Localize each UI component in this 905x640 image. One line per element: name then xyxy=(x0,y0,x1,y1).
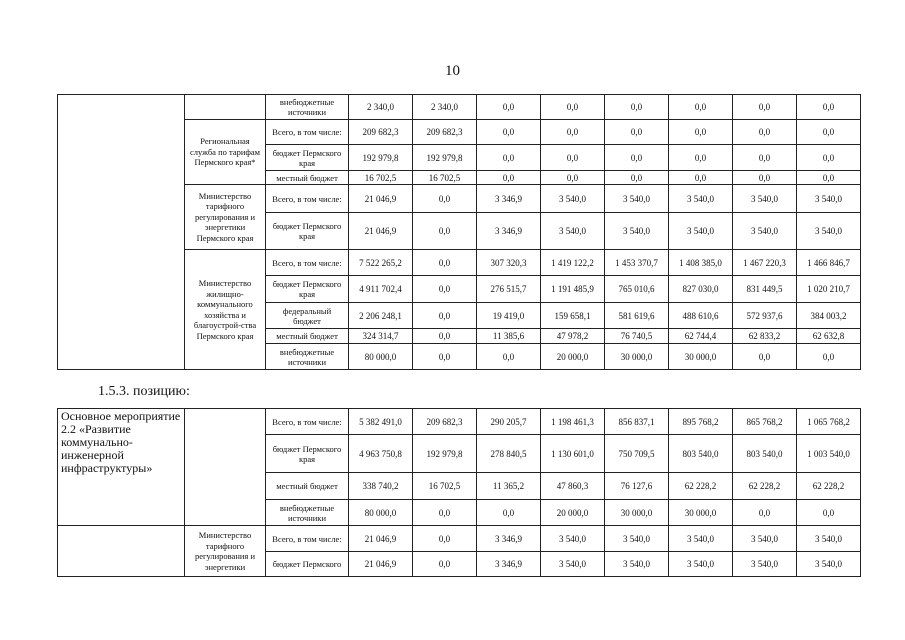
value-cell: 209 682,3 xyxy=(413,409,477,435)
value-cell: 0,0 xyxy=(605,171,669,185)
value-cell: 3 540,0 xyxy=(733,185,797,213)
page-number: 10 xyxy=(445,63,460,79)
value-cell: 750 709,5 xyxy=(605,435,669,473)
value-cell: 0,0 xyxy=(477,500,541,526)
value-cell: 3 540,0 xyxy=(733,552,797,577)
value-cell: 803 540,0 xyxy=(733,435,797,473)
value-cell: 0,0 xyxy=(605,145,669,171)
value-cell: 16 702,5 xyxy=(349,171,413,185)
value-cell: 0,0 xyxy=(797,95,861,120)
source-label: бюджет Пермского xyxy=(266,552,349,577)
value-cell: 192 979,8 xyxy=(349,145,413,171)
value-cell: 76 127,6 xyxy=(605,473,669,500)
value-cell: 16 702,5 xyxy=(413,171,477,185)
source-label: местный бюджет xyxy=(266,473,349,500)
value-cell: 0,0 xyxy=(413,303,477,329)
value-cell: 3 346,9 xyxy=(477,526,541,552)
table-row xyxy=(58,409,861,435)
org-name-cell: Региональная служба по тарифам Пермского края* xyxy=(185,120,266,185)
value-cell: 572 937,6 xyxy=(733,303,797,329)
value-cell: 0,0 xyxy=(733,500,797,526)
value-cell: 0,0 xyxy=(733,344,797,370)
value-cell: 0,0 xyxy=(413,500,477,526)
value-cell: 62 632,8 xyxy=(797,329,861,344)
blank-main-column-cell xyxy=(58,526,185,577)
value-cell: 20 000,0 xyxy=(541,500,605,526)
value-cell: 0,0 xyxy=(733,171,797,185)
value-cell: 0,0 xyxy=(733,95,797,120)
value-cell: 865 768,2 xyxy=(733,409,797,435)
value-cell: 4 911 702,4 xyxy=(349,276,413,303)
value-cell: 3 540,0 xyxy=(541,552,605,577)
source-label: Всего, в том числе: xyxy=(266,185,349,213)
value-cell: 3 540,0 xyxy=(541,213,605,250)
value-cell: 3 540,0 xyxy=(669,526,733,552)
value-cell: 895 768,2 xyxy=(669,409,733,435)
value-cell: 1 003 540,0 xyxy=(797,435,861,473)
value-cell: 0,0 xyxy=(413,250,477,276)
value-cell: 5 382 491,0 xyxy=(349,409,413,435)
source-label: внебюджетные источники xyxy=(266,500,349,526)
value-cell: 0,0 xyxy=(669,145,733,171)
value-cell: 1 065 768,2 xyxy=(797,409,861,435)
value-cell: 76 740,5 xyxy=(605,329,669,344)
value-cell: 3 540,0 xyxy=(605,552,669,577)
value-cell: 3 540,0 xyxy=(605,213,669,250)
source-label: бюджет Пермского края xyxy=(266,213,349,250)
value-cell: 0,0 xyxy=(413,344,477,370)
value-cell: 276 515,7 xyxy=(477,276,541,303)
org-name-cell: Министерство тарифного регулирования и энергетики Пермского края xyxy=(185,185,266,250)
value-cell: 307 320,3 xyxy=(477,250,541,276)
table-row xyxy=(58,526,861,552)
value-cell: 3 346,9 xyxy=(477,213,541,250)
value-cell: 3 540,0 xyxy=(733,213,797,250)
value-cell: 47 860,3 xyxy=(541,473,605,500)
value-cell: 827 030,0 xyxy=(669,276,733,303)
value-cell: 0,0 xyxy=(797,500,861,526)
value-cell: 16 702,5 xyxy=(413,473,477,500)
value-cell: 0,0 xyxy=(605,95,669,120)
source-label: бюджет Пермского края xyxy=(266,276,349,303)
value-cell: 0,0 xyxy=(669,120,733,145)
value-cell: 2 340,0 xyxy=(413,95,477,120)
value-cell: 80 000,0 xyxy=(349,500,413,526)
value-cell: 1 198 461,3 xyxy=(541,409,605,435)
main-activity-label: Основное мероприятие 2.2 «Развитие коммунально-инженерной инфраструктуры» xyxy=(58,409,185,526)
source-label: бюджет Пермского края xyxy=(266,145,349,171)
value-cell: 1 130 601,0 xyxy=(541,435,605,473)
value-cell: 0,0 xyxy=(477,95,541,120)
value-cell: 0,0 xyxy=(413,552,477,577)
value-cell: 62 228,2 xyxy=(669,473,733,500)
value-cell: 62 744,4 xyxy=(669,329,733,344)
value-cell: 11 365,2 xyxy=(477,473,541,500)
value-cell: 20 000,0 xyxy=(541,344,605,370)
value-cell: 278 840,5 xyxy=(477,435,541,473)
blank-org-cell xyxy=(185,409,266,526)
value-cell: 0,0 xyxy=(413,276,477,303)
value-cell: 0,0 xyxy=(669,95,733,120)
value-cell: 3 540,0 xyxy=(797,552,861,577)
value-cell: 1 419 122,2 xyxy=(541,250,605,276)
value-cell: 831 449,5 xyxy=(733,276,797,303)
value-cell: 0,0 xyxy=(541,120,605,145)
value-cell: 0,0 xyxy=(541,95,605,120)
value-cell: 30 000,0 xyxy=(605,344,669,370)
table-row xyxy=(58,95,861,120)
funding-table-position xyxy=(57,408,861,577)
value-cell: 324 314,7 xyxy=(349,329,413,344)
value-cell: 0,0 xyxy=(413,526,477,552)
value-cell: 488 610,6 xyxy=(669,303,733,329)
value-cell: 11 385,6 xyxy=(477,329,541,344)
value-cell: 62 833,2 xyxy=(733,329,797,344)
value-cell: 47 978,2 xyxy=(541,329,605,344)
value-cell: 0,0 xyxy=(797,120,861,145)
org-name-cell: Министерство жилищно-коммунального хозяйства и благоустрой-ства Пермского края xyxy=(185,250,266,370)
value-cell: 21 046,9 xyxy=(349,213,413,250)
value-cell: 3 540,0 xyxy=(669,185,733,213)
value-cell: 19 419,0 xyxy=(477,303,541,329)
value-cell: 0,0 xyxy=(797,344,861,370)
value-cell: 1 191 485,9 xyxy=(541,276,605,303)
org-name-cell: Министерство тарифного регулирования и энергетики xyxy=(185,526,266,577)
value-cell: 290 205,7 xyxy=(477,409,541,435)
value-cell: 21 046,9 xyxy=(349,526,413,552)
value-cell: 384 003,2 xyxy=(797,303,861,329)
value-cell: 3 540,0 xyxy=(669,552,733,577)
source-label: Всего, в том числе: xyxy=(266,120,349,145)
source-label: внебюджетные источники xyxy=(266,344,349,370)
value-cell: 209 682,3 xyxy=(349,120,413,145)
value-cell: 192 979,8 xyxy=(413,435,477,473)
value-cell: 3 540,0 xyxy=(797,185,861,213)
value-cell: 0,0 xyxy=(413,329,477,344)
value-cell: 62 228,2 xyxy=(733,473,797,500)
value-cell: 3 540,0 xyxy=(669,213,733,250)
value-cell: 0,0 xyxy=(477,120,541,145)
value-cell: 21 046,9 xyxy=(349,185,413,213)
value-cell: 0,0 xyxy=(477,171,541,185)
source-label: Всего, в том числе: xyxy=(266,409,349,435)
blank-main-column-cell xyxy=(58,95,185,370)
value-cell: 803 540,0 xyxy=(669,435,733,473)
value-cell: 3 540,0 xyxy=(733,526,797,552)
value-cell: 2 206 248,1 xyxy=(349,303,413,329)
value-cell: 159 658,1 xyxy=(541,303,605,329)
value-cell: 765 010,6 xyxy=(605,276,669,303)
value-cell: 3 346,9 xyxy=(477,552,541,577)
value-cell: 80 000,0 xyxy=(349,344,413,370)
value-cell: 0,0 xyxy=(477,145,541,171)
value-cell: 0,0 xyxy=(669,171,733,185)
value-cell: 2 340,0 xyxy=(349,95,413,120)
value-cell: 30 000,0 xyxy=(669,344,733,370)
blank-org-cell xyxy=(185,95,266,120)
value-cell: 581 619,6 xyxy=(605,303,669,329)
value-cell: 3 540,0 xyxy=(797,213,861,250)
value-cell: 1 408 385,0 xyxy=(669,250,733,276)
source-label: бюджет Пермского края xyxy=(266,435,349,473)
value-cell: 0,0 xyxy=(797,145,861,171)
value-cell: 0,0 xyxy=(541,171,605,185)
value-cell: 0,0 xyxy=(797,171,861,185)
source-label: Всего, в том числе: xyxy=(266,250,349,276)
value-cell: 0,0 xyxy=(477,344,541,370)
value-cell: 1 466 846,7 xyxy=(797,250,861,276)
value-cell: 62 228,2 xyxy=(797,473,861,500)
source-label: местный бюджет xyxy=(266,329,349,344)
value-cell: 1 020 210,7 xyxy=(797,276,861,303)
value-cell: 30 000,0 xyxy=(605,500,669,526)
section-heading: 1.5.3. позицию: xyxy=(98,384,190,399)
source-label: Всего, в том числе: xyxy=(266,526,349,552)
value-cell: 3 540,0 xyxy=(605,526,669,552)
source-label: внебюджетные источники xyxy=(266,95,349,120)
value-cell: 856 837,1 xyxy=(605,409,669,435)
value-cell: 0,0 xyxy=(541,145,605,171)
value-cell: 3 540,0 xyxy=(797,526,861,552)
value-cell: 3 346,9 xyxy=(477,185,541,213)
value-cell: 192 979,8 xyxy=(413,145,477,171)
value-cell: 3 540,0 xyxy=(541,526,605,552)
value-cell: 3 540,0 xyxy=(541,185,605,213)
value-cell: 0,0 xyxy=(605,120,669,145)
value-cell: 0,0 xyxy=(733,145,797,171)
funding-table-continued xyxy=(57,94,861,370)
value-cell: 4 963 750,8 xyxy=(349,435,413,473)
value-cell: 0,0 xyxy=(413,213,477,250)
value-cell: 21 046,9 xyxy=(349,552,413,577)
value-cell: 7 522 265,2 xyxy=(349,250,413,276)
source-label: местный бюджет xyxy=(266,171,349,185)
value-cell: 338 740,2 xyxy=(349,473,413,500)
value-cell: 1 467 220,3 xyxy=(733,250,797,276)
value-cell: 209 682,3 xyxy=(413,120,477,145)
value-cell: 30 000,0 xyxy=(669,500,733,526)
value-cell: 0,0 xyxy=(733,120,797,145)
value-cell: 1 453 370,7 xyxy=(605,250,669,276)
value-cell: 0,0 xyxy=(413,185,477,213)
value-cell: 3 540,0 xyxy=(605,185,669,213)
source-label: федеральный бюджет xyxy=(266,303,349,329)
